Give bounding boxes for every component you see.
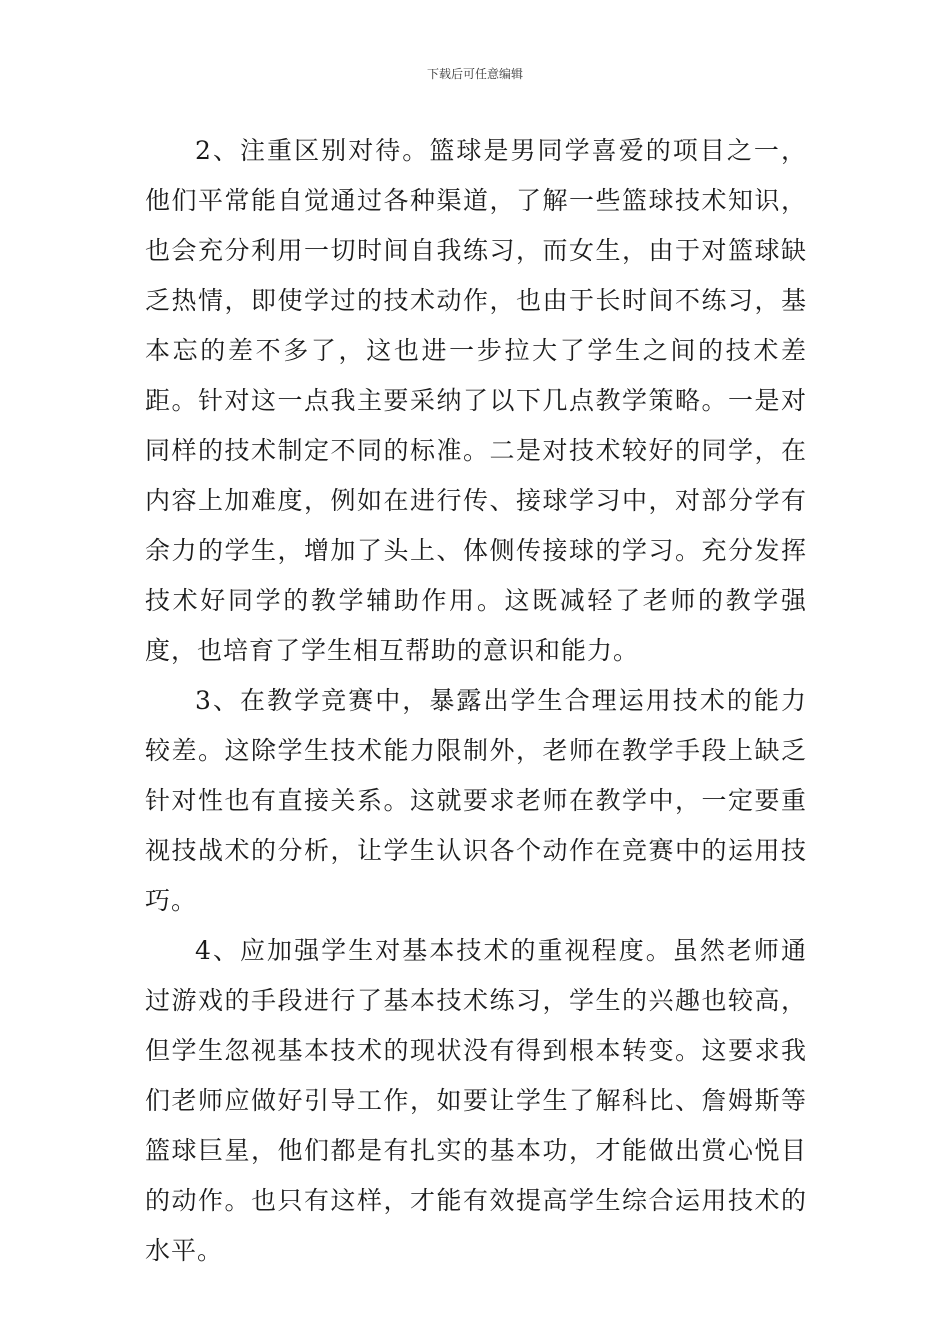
paragraph-3: 3、在教学竞赛中，暴露出学生合理运用技术的能力较差。这除学生技术能力限制外，老师在教学手段上缺乏针对性也有直接关系。这就要求老师在教学中，一定要重视技战术的分析，让学生认识各个动作在竞赛中的运用技巧。 — [145, 686, 807, 915]
paragraph-4: 4、应加强学生对基本技术的重视程度。虽然老师通过游戏的手段进行了基本技术练习，学生的兴趣也较高，但学生忽视基本技术的现状没有得到根本转变。这要求我们老师应做好引导工作，如要让学生了解科比、詹姆斯等篮球巨星，他们都是有扎实的基本功，才能做出赏心悦目的动作。也只有这样，才能有效提高学生综合运用技术的水平。 — [145, 936, 807, 1265]
paragraph-2: 2、注重区别对待。篮球是男同学喜爱的项目之一，他们平常能自觉通过各种渠道，了解一些篮球技术知识，也会充分利用一切时间自我练习，而女生，由于对篮球缺乏热情，即使学过的技术动作，也由于长时间不练习，基本忘的差不多了，这也进一步拉大了学生之间的技术差距。针对这一点我主要采纳了以下几点教学策略。一是对同样的技术制定不同的标准。二是对技术较好的同学，在内容上加难度，例如在进行传、接球学习中，对部分学有余力的学生，增加了头上、体侧传接球的学习。充分发挥技术好同学的教学辅助作用。这既减轻了老师的教学强度，也培育了学生相互帮助的意识和能力。 — [145, 136, 807, 665]
page-header: 下载后可任意编辑 — [426, 67, 523, 81]
document-body — [145, 126, 807, 1276]
